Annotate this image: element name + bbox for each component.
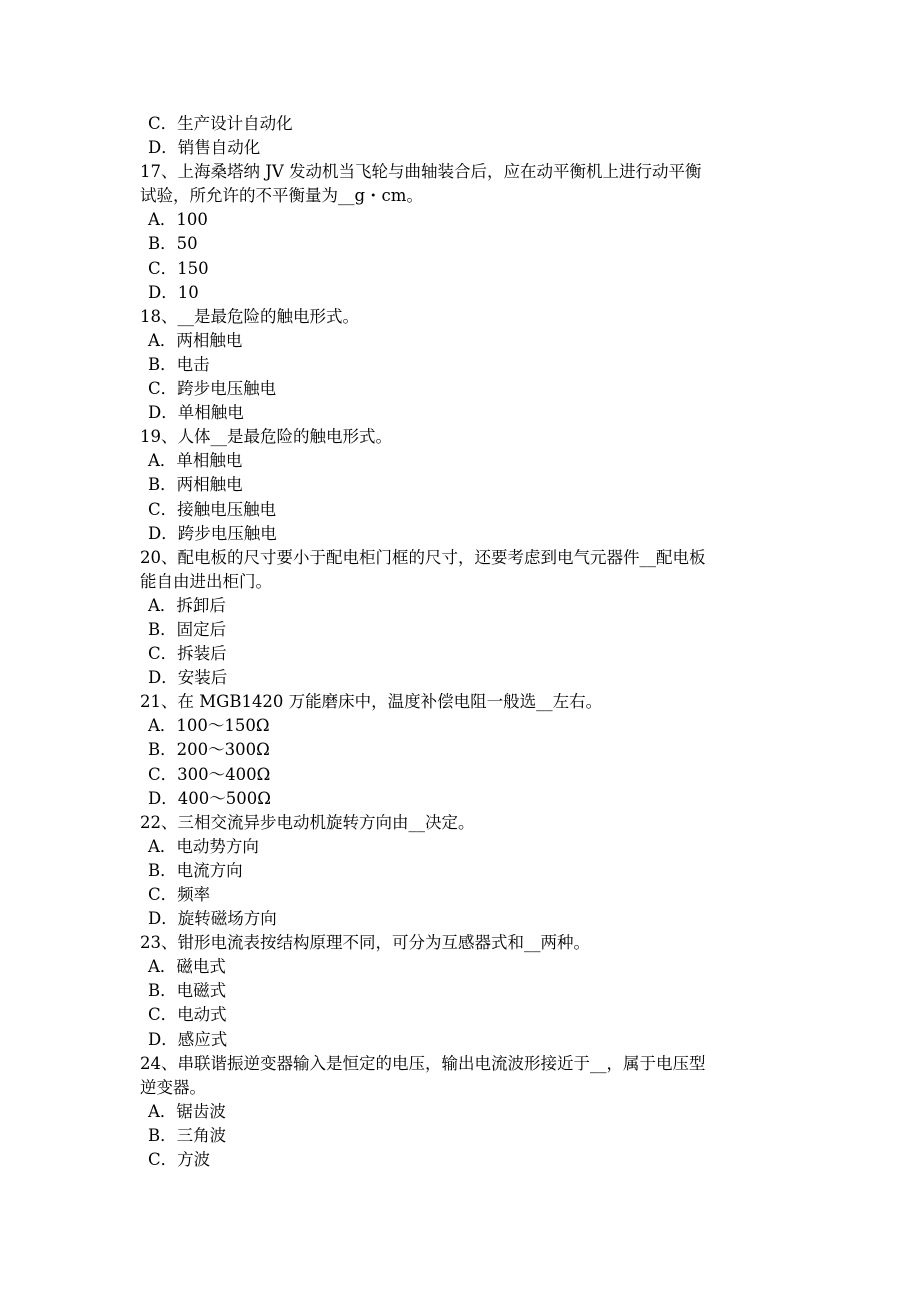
question-stem: 试验，所允许的不平衡量为__g・cm。	[140, 186, 423, 206]
question-21	[140, 690, 776, 810]
option-c: C．跨步电压触电	[148, 379, 277, 399]
question-23	[140, 931, 776, 1051]
option-c: C．生产设计自动化	[148, 114, 293, 133]
question-22	[140, 811, 776, 931]
question-stem: 24、串联谐振逆变器输入是恒定的电压，输出电流波形接近于__，属于电压型	[140, 1053, 706, 1073]
option-a: A．锯齿波	[148, 1101, 226, 1121]
option-b: B．电流方向	[148, 860, 243, 880]
question-list	[140, 112, 776, 1172]
option-a: A．两相触电	[148, 330, 243, 350]
option-d: D．跨步电压触电	[148, 523, 277, 543]
option-d: D．旋转磁场方向	[148, 909, 277, 929]
option-b: B．两相触电	[148, 475, 243, 495]
option-b: B．电击	[148, 354, 210, 374]
question-18	[140, 305, 776, 425]
option-b: B．200～300Ω	[148, 740, 270, 760]
option-c: C．方波	[148, 1150, 211, 1170]
question-stem: 18、__是最危险的触电形式。	[140, 306, 359, 326]
question-stem: 17、上海桑塔纳 JV 发动机当飞轮与曲轴装合后，应在动平衡机上进行动平衡	[140, 162, 702, 182]
question-stem: 23、钳形电流表按结构原理不同，可分为互感器式和__两种。	[140, 933, 590, 953]
question-20	[140, 546, 776, 691]
question-stem: 19、人体__是最危险的触电形式。	[140, 427, 392, 447]
option-d: D．400～500Ω	[148, 788, 271, 808]
option-c: C．300～400Ω	[148, 764, 271, 784]
option-b: B．电磁式	[148, 981, 227, 1001]
option-a: A．磁电式	[148, 957, 226, 977]
option-a: A．拆卸后	[148, 595, 226, 615]
question-stem: 22、三相交流异步电动机旋转方向由__决定。	[140, 812, 475, 832]
option-c: C．拆装后	[148, 644, 227, 664]
option-d: D．感应式	[148, 1029, 228, 1049]
question-stem: 21、在 MGB1420 万能磨床中，温度补偿电阻一般选__左右。	[140, 692, 603, 712]
option-c: C．频率	[148, 885, 211, 904]
question-stem: 20、配电板的尺寸要小于配电柜门框的尺寸，还要考虑到电气元器件__配电板	[140, 547, 706, 567]
option-c: C．接触电压触电	[148, 499, 277, 519]
option-d: D．销售自动化	[148, 138, 261, 158]
option-b: B．三角波	[148, 1125, 227, 1145]
question-24	[140, 1052, 776, 1172]
option-a: A．100	[148, 210, 208, 230]
question-17	[140, 160, 776, 305]
question-19	[140, 425, 776, 545]
option-d: D．单相触电	[148, 403, 244, 423]
option-d: D．安装后	[148, 668, 228, 688]
option-d: D．10	[148, 282, 199, 302]
option-c: C．电动式	[148, 1005, 227, 1025]
question-stem: 逆变器。	[140, 1077, 206, 1097]
option-a: A．电动势方向	[148, 836, 259, 856]
option-a: A．单相触电	[148, 451, 243, 471]
option-a: A．100～150Ω	[148, 716, 270, 736]
question-stem: 能自由进出柜门。	[140, 571, 272, 591]
option-b: B．50	[148, 234, 198, 254]
option-c: C．150	[148, 258, 209, 278]
option-b: B．固定后	[148, 619, 227, 639]
